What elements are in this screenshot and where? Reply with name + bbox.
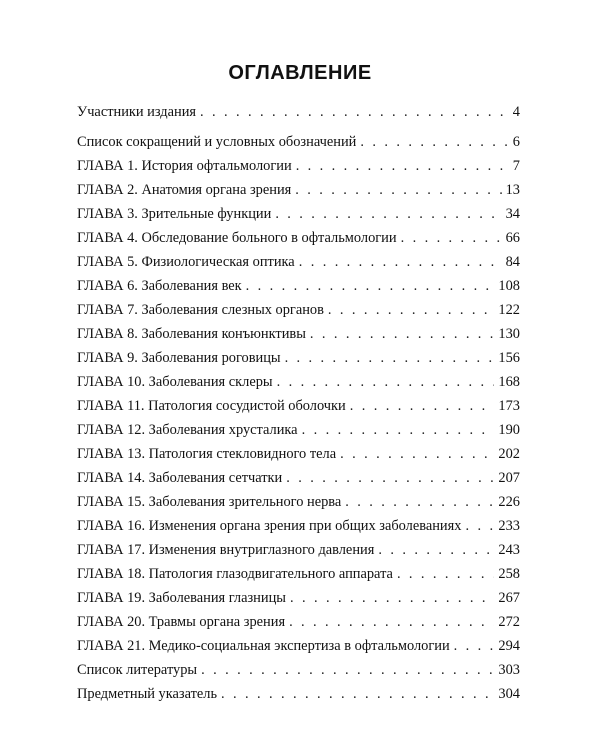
dot-leader [295, 178, 501, 202]
toc-entry[interactable] [77, 562, 520, 586]
toc-entry-label: ГЛАВА 7. Заболевания слезных органов [77, 302, 324, 318]
toc-entry[interactable] [77, 178, 520, 202]
dot-leader [310, 322, 495, 346]
toc-entry-label: ГЛАВА 4. Обследование больного в офтальмологии [77, 230, 397, 246]
table-of-contents [77, 100, 520, 706]
toc-entry-page: 34 [505, 206, 520, 222]
toc-entry-page: 267 [498, 590, 520, 606]
toc-entry[interactable] [77, 130, 520, 154]
toc-entry-page: 156 [498, 350, 520, 366]
toc-entry-label: ГЛАВА 13. Патология стекловидного тела [77, 446, 337, 462]
dot-leader [289, 610, 494, 634]
toc-entry-page: 84 [505, 254, 520, 270]
toc-entry-page: 294 [498, 638, 520, 654]
toc-entry[interactable] [77, 202, 520, 226]
dot-leader [201, 658, 494, 682]
dot-leader [360, 130, 508, 154]
toc-entry-page: 6 [512, 134, 520, 150]
toc-entry[interactable] [77, 346, 520, 370]
toc-entry[interactable] [77, 322, 520, 346]
dot-leader [328, 298, 494, 322]
dot-leader [454, 634, 495, 658]
toc-entry-page: 190 [498, 422, 520, 438]
toc-entry[interactable] [77, 466, 520, 490]
toc-entry[interactable] [77, 298, 520, 322]
toc-entry-page: 258 [498, 566, 520, 582]
toc-entry-label: Список сокращений и условных обозначений [77, 134, 357, 150]
toc-entry-page: 13 [505, 182, 520, 198]
toc-entry-label: ГЛАВА 21. Медико-социальная экспертиза в офтальмологии [77, 638, 450, 654]
toc-entry-label: Список литературы [77, 662, 198, 678]
dot-leader [302, 418, 495, 442]
toc-entry-label: Предметный указатель [77, 686, 218, 702]
toc-entry[interactable] [77, 586, 520, 610]
toc-entry-page: 202 [498, 446, 520, 462]
toc-entry-page: 4 [512, 104, 520, 120]
dot-leader [397, 562, 494, 586]
toc-entry[interactable] [77, 250, 520, 274]
toc-entry-label: ГЛАВА 10. Заболевания склеры [77, 374, 273, 390]
toc-entry-label: ГЛАВА 18. Патология глазодвигательного аппарата [77, 566, 393, 582]
dot-leader [275, 202, 501, 226]
page-title: ОГЛАВЛЕНИЕ [228, 62, 372, 84]
toc-entry[interactable] [77, 226, 520, 250]
toc-entry-page: 304 [498, 686, 520, 702]
toc-entry-label: ГЛАВА 5. Физиологическая оптика [77, 254, 295, 270]
toc-entry[interactable] [77, 274, 520, 298]
toc-entry[interactable] [77, 394, 520, 418]
toc-entry-page: 122 [498, 302, 520, 318]
toc-entry-label: Участники издания [77, 104, 197, 120]
toc-entry[interactable] [77, 418, 520, 442]
toc-entry[interactable] [77, 370, 520, 394]
toc-entry-page: 173 [498, 398, 520, 414]
toc-entry[interactable] [77, 442, 520, 466]
toc-entry-label: ГЛАВА 15. Заболевания зрительного нерва [77, 494, 342, 510]
dot-leader [296, 154, 509, 178]
toc-entry-label: ГЛАВА 19. Заболевания глазницы [77, 590, 286, 606]
dot-leader [221, 682, 494, 706]
toc-entry-label: ГЛАВА 1. История офтальмологии [77, 158, 292, 174]
toc-entry-page: 233 [498, 518, 520, 534]
toc-entry-page: 243 [498, 542, 520, 558]
toc-entry-label: ГЛАВА 14. Заболевания сетчатки [77, 470, 283, 486]
dot-leader [290, 586, 494, 610]
toc-entry-page: 66 [505, 230, 520, 246]
toc-entry[interactable] [77, 100, 520, 124]
toc-entry[interactable] [77, 490, 520, 514]
dot-leader [465, 514, 494, 538]
dot-leader [378, 538, 494, 562]
dot-leader [299, 250, 502, 274]
dot-leader [285, 346, 495, 370]
dot-leader [286, 466, 494, 490]
toc-entry-page: 168 [498, 374, 520, 390]
toc-entry-label: ГЛАВА 3. Зрительные функции [77, 206, 272, 222]
toc-entry-page: 226 [498, 494, 520, 510]
toc-entry-label: ГЛАВА 6. Заболевания век [77, 278, 242, 294]
toc-entry-label: ГЛАВА 12. Заболевания хрусталика [77, 422, 298, 438]
toc-entry-label: ГЛАВА 2. Анатомия органа зрения [77, 182, 292, 198]
toc-entry-label: ГЛАВА 11. Патология сосудистой оболочки [77, 398, 346, 414]
toc-entry-page: 7 [512, 158, 520, 174]
dot-leader [350, 394, 495, 418]
toc-entry[interactable] [77, 658, 520, 682]
toc-entry[interactable] [77, 538, 520, 562]
toc-entry[interactable] [77, 154, 520, 178]
toc-entry-label: ГЛАВА 16. Изменения органа зрения при общих заболеваниях [77, 518, 462, 534]
dot-leader [277, 370, 495, 394]
toc-entry[interactable] [77, 610, 520, 634]
dot-leader [200, 100, 509, 124]
toc-entry-label: ГЛАВА 9. Заболевания роговицы [77, 350, 281, 366]
toc-entry-page: 207 [498, 470, 520, 486]
dot-leader [246, 274, 495, 298]
toc-entry[interactable] [77, 682, 520, 706]
toc-entry-page: 303 [498, 662, 520, 678]
dot-leader [340, 442, 494, 466]
toc-entry-label: ГЛАВА 20. Травмы органа зрения [77, 614, 286, 630]
toc-entry-label: ГЛАВА 8. Заболевания конъюнктивы [77, 326, 306, 342]
toc-entry-page: 130 [498, 326, 520, 342]
toc-entry[interactable] [77, 634, 520, 658]
toc-entry-label: ГЛАВА 17. Изменения внутриглазного давления [77, 542, 375, 558]
toc-entry-page: 108 [498, 278, 520, 294]
dot-leader [401, 226, 502, 250]
toc-entry[interactable] [77, 514, 520, 538]
dot-leader [345, 490, 494, 514]
toc-entry-page: 272 [498, 614, 520, 630]
